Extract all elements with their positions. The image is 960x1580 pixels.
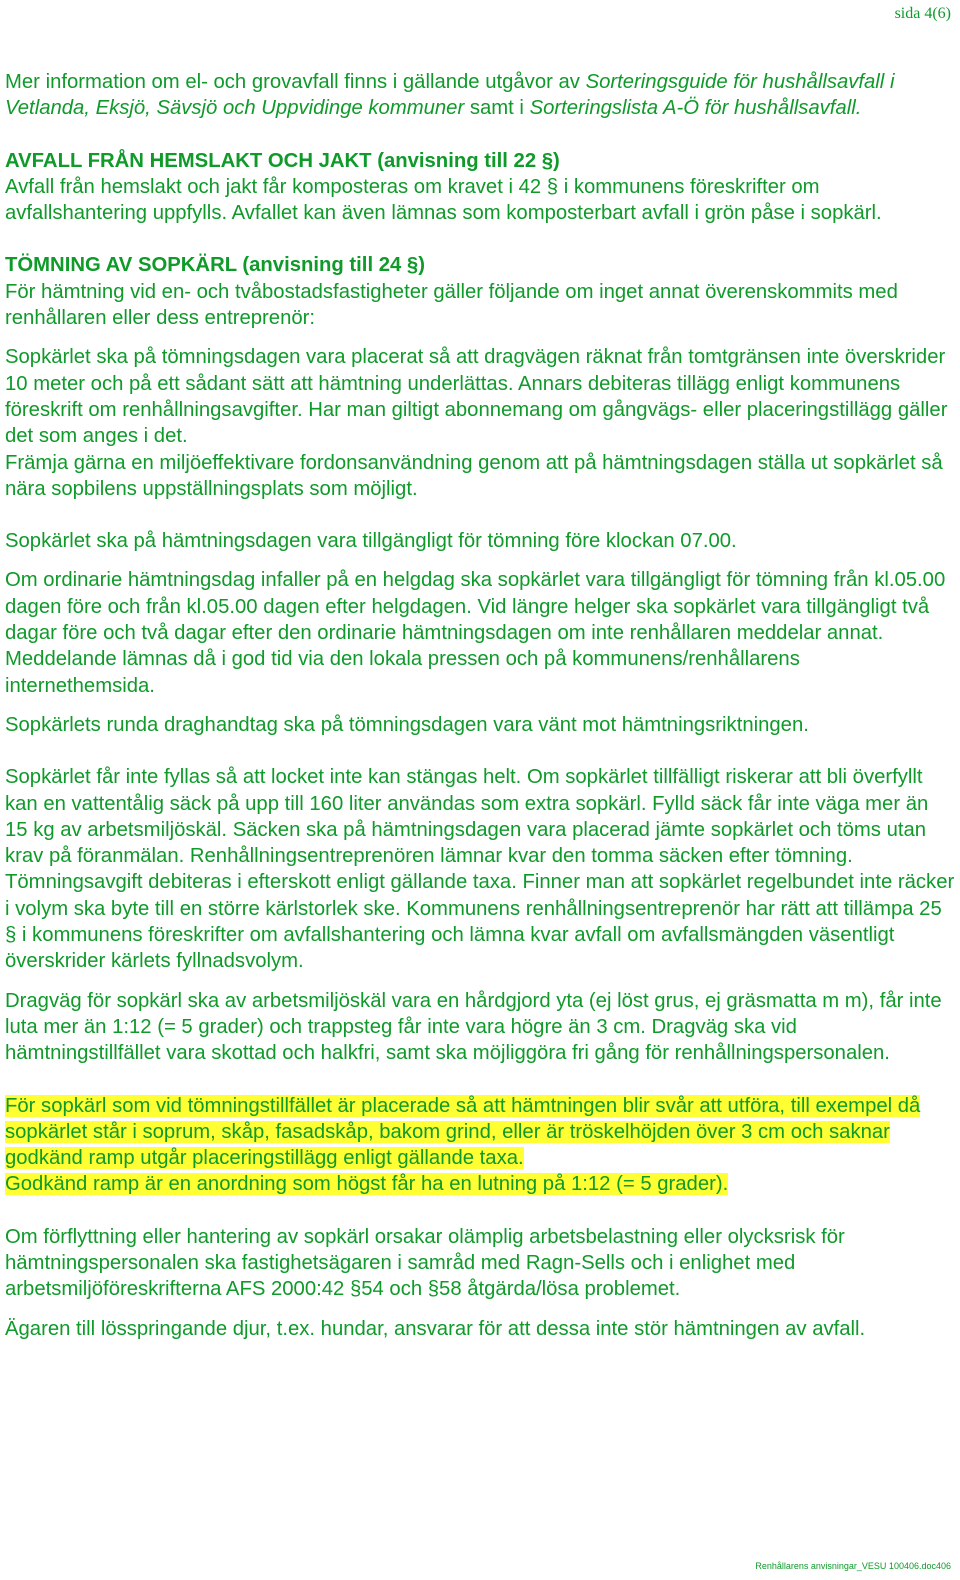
placeringstillagg-paragraph <box>5 1093 955 1172</box>
intro-text-1: Mer information om el- och grovavfall finns i gällande utgåvor av <box>5 71 586 93</box>
tomning-intro: För hämtning vid en- och tvåbostadsfastigheter gäller följande om inget annat överenskommits med renhållaren eller dess entreprenör: <box>5 280 898 330</box>
document-footer: Renhållarens anvisningar_VESU 100406.doc406 <box>755 1561 951 1571</box>
placering-paragraph: Sopkärlet ska på tömningsdagen vara placerat så att dragvägen räknat från tomtgränsen inte överskrider 10 meter och på ett sådant sätt att hämtning underlättas. Annars debiteras tillägg enligt kommunens föreskrift om renhållningsavgifter. Har man giltigt abonnemang om gångvägs- eller placeringstillägg gäller det som anges i det. <box>5 346 948 448</box>
page-number: sida 4(6) <box>894 5 951 22</box>
fyllas-paragraph: Sopkärlet får inte fyllas så att locket inte kan stängas helt. Om sopkärlet tillfälligt riskerar att bli överfyllt kan en vattentålig säck på upp till 160 liter användas som extra sopkärl. Fylld säck får inte väga mer än 15 kg av arbetsmiljöskäl. Säcken ska på hämtningsdagen vara placerad jämte sopkärlet och töms utan krav på föranmälan. Renhållningsentreprenören lämnar kvar den tomma säcken efter tömning. Tömningsavgift debiteras i efterskott enligt gällande taxa. Finner man att sopkärlet regelbundet inte räcker i volym ska byte till en större kärlstorlek ske. Kommunens renhållningsentreprenör har rätt att tillämpa 25 § i kommunens föreskrifter om avfallshantering och lämna kvar avfall om avfallsmängden väsentligt överskrider kärlets fyllnadsvolym. <box>5 766 955 973</box>
forflyttning-paragraph: Om förflyttning eller hantering av sopkärl orsakar olämplig arbetsbelastning eller olycksrisk för hämtningspersonalen ska fastighetsägaren i samråd med Ragn-Sells och i enlighet med arbetsmiljöföreskrifterna AFS 2000:42 §54 och §58 åtgärda/lösa problemet. <box>5 1225 845 1301</box>
intro-text-2: samt i <box>464 97 530 120</box>
intro-paragraph <box>5 69 955 122</box>
helgdag-paragraph: Om ordinarie hämtningsdag infaller på en helgdag ska sopkärlet vara tillgängligt för tömning från kl.05.00 dagen före och från kl.05.00 dagen efter helgdagen. Vid längre helger ska sopkärlet vara tillgängligt två dagar före och två dagar efter den ordinarie hämtningsdagen om inte renhållaren meddelar annat. Meddelande lämnas då i god tid via den lokala pressen och på kommunens/renhållarens internethemsida. <box>5 569 946 697</box>
framja-paragraph: Främja gärna en miljöeffektivare fordonsanvändning genom att på hämtningsdagen ställa ut sopkärlet så nära sopbilens uppställningsplats som möjligt. <box>5 451 943 500</box>
tomning-heading: TÖMNING AV SOPKÄRL (anvisning till 24 §) <box>5 254 425 277</box>
hemslakt-heading: AVFALL FRÅN HEMSLAKT OCH JAKT (anvisning till 22 §) <box>5 149 560 172</box>
hemslakt-text: Avfall från hemslakt och jakt får komposteras om kravet i 42 § i kommunens föreskrifter om avfallshantering uppfylls. Avfallet kan även lämnas som komposterbart avfall i grön påse i sopkärl. <box>5 175 882 225</box>
dragvag-paragraph: Dragväg för sopkärl ska av arbetsmiljöskäl vara en hårdgjord yta (ej löst grus, ej gräsmatta m m), får inte luta mer än 1:12 (= 5 grader) och trappsteg får inte vara högre än 3 cm. Dragväg ska vid hämtningstillfället vara skottad och halkfri, samt ska möjliggöra fri gång för renhållningspersonalen. <box>5 989 942 1065</box>
highlighted-text: För sopkärl som vid tömningstillfället är placerade så att hämtningen blir svår att utföra, till exempel då sopkärlet står i soprum, skåp, fasadskåp, bakom grind, eller är tröskelhöjden över 3 cm och saknar godkänd ramp utgår placeringstillägg enligt gällande taxa. <box>5 1094 921 1170</box>
intro-list-title: Sorteringslista A-Ö för hushållsavfall. <box>529 97 862 120</box>
intro-guide-title: Sorteringsguide för hushållsavfall i Vetlanda, Eksjö, Sävsjö och Uppvidinge kommuner <box>5 71 895 120</box>
tillganglig-paragraph: Sopkärlet ska på hämtningsdagen vara tillgängligt för tömning före klockan 07.00. <box>5 530 737 553</box>
document-body <box>5 69 955 1342</box>
djur-paragraph: Ägaren till lösspringande djur, t.ex. hundar, ansvarar för att dessa inte stör hämtningen av avfall. <box>5 1317 866 1340</box>
draghandtag-paragraph: Sopkärlets runda draghandtag ska på tömningsdagen vara vänt mot hämtningsriktningen. <box>5 713 809 736</box>
highlighted-text: Godkänd ramp är en anordning som högst får ha en lutning på 1:12 (= 5 grader). <box>5 1173 729 1196</box>
ramp-paragraph <box>5 1171 955 1197</box>
